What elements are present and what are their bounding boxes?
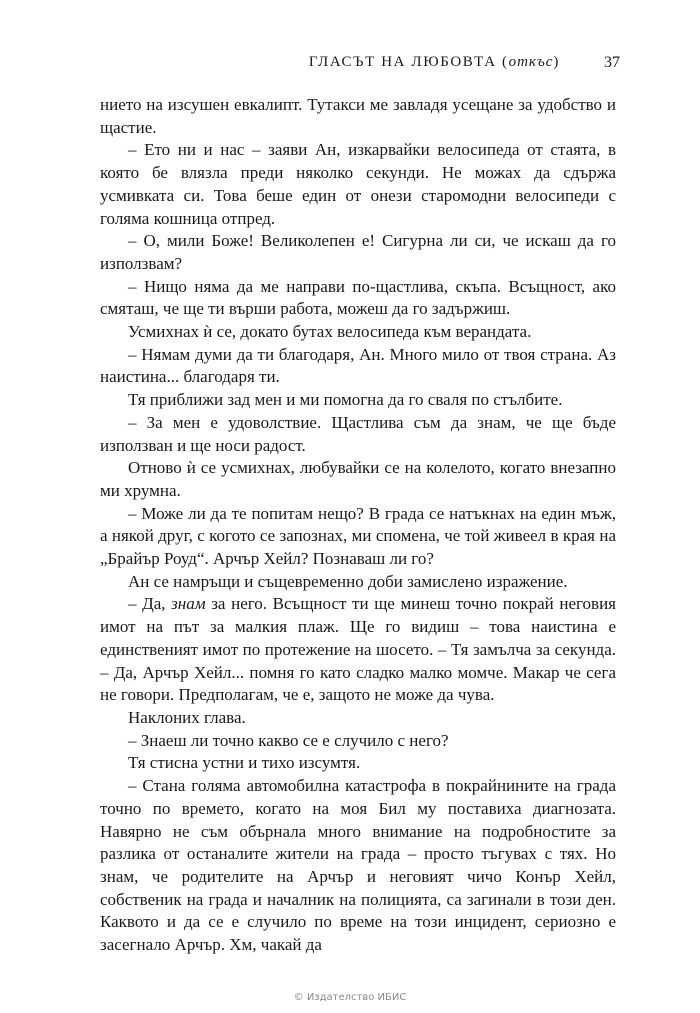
paragraph: [100, 593, 616, 707]
paragraph: – Може ли да те попитам нещо? В града се натъкнах на един мъж, а някой друг, с когото се запознах, ми спомена, че той живеел в края на „Брайър Роуд“. Арчър Хейл? Познаваш ли го?: [100, 503, 616, 569]
paragraph: Наклоних глава.: [128, 707, 246, 727]
text-run: – Да,: [128, 594, 172, 614]
running-title-subtitle: откъс: [508, 54, 554, 70]
page-header: [0, 54, 700, 80]
paragraph: Тя стисна устни и тихо изсумтя.: [128, 753, 361, 773]
paragraph: Отново ѝ се усмихнах, любувайки се на колелото, когато внезапно ми хрумна.: [100, 458, 616, 500]
paragraph: – Нищо няма да ме направи по-щастлива, скъпа. Всъщност, ако смяташ, че ще ти върши работа, можеш да го задържиш.: [100, 276, 616, 319]
paragraph: – Стана голяма автомобилна катастрофа в покрайнините на града точно по времето, когато на моя Бил му поставиха диагнозата. Навярно не съм обърнала много внимание на подробностите за разлика от останалите жители на града – просто тъгувах с тях. Но знам, че родителите на Арчър и неговият чичо Конър Хейл, собственик на града и началник на полицията, са загинали в този ден. Каквото и да се е случило по време на този инцидент, сериозно е засегнало Арчър. Хм, чакай да: [100, 776, 616, 955]
paragraph: нието на изсушен евкалипт. Тутакси ме завладя усещане за удобство и щастие.: [100, 95, 616, 137]
paragraph: – Ето ни и нас – заяви Ан, изкарвайки велосипеда от стаята, в която бе влязла преди няколко секунди. Не можах да сдържа усмивката си. Това беше един от онези старомодни велосипеди с голяма кошница отпред.: [100, 140, 616, 228]
running-title-paren-close: ): [553, 54, 560, 70]
running-title: [309, 54, 560, 71]
paragraph: Тя приближи зад мен и ми помогна да го сваля по стълбите.: [128, 390, 563, 410]
publisher-footer: © Издателство ИБИС: [293, 992, 407, 1003]
body-text: [100, 94, 616, 957]
emphasis: знам: [171, 594, 206, 614]
paragraph: – Знаеш ли точно какво се е случило с него?: [128, 730, 449, 750]
paragraph: Ан се намръщи и същевременно доби замислено изражение.: [128, 571, 568, 591]
paragraph: – О, мили Боже! Великолепен е! Сигурна ли си, че искаш да го използвам?: [100, 231, 616, 273]
page-number: 37: [604, 54, 620, 71]
paragraph: – Нямам думи да ти благодаря, Ан. Много мило от твоя страна. Аз наистина... благодаря ти.: [100, 344, 616, 387]
paragraph: – За мен е удоволствие. Щастлива съм да знам, че ще бъде използван и ще носи радост.: [100, 412, 616, 455]
running-title-main: ГЛАСЪТ НА ЛЮБОВТА: [308, 54, 497, 70]
running-title-paren-open: (: [501, 54, 509, 70]
text-run: за него. Всъщност ти ще минеш точно покрай неговия имот на път за малкия плаж. Ще го видиш – това наистина е единственият имот по протежение на шосето. – Тя замълча за секунда. – Да, Арчър Хейл... помня го като сладко малко момче. Макар че сега не говори. Предполагам, че е, защото не може да чува.: [100, 594, 616, 705]
paragraph: Усмихнах ѝ се, докато бутах велосипеда към верандата.: [128, 322, 532, 342]
